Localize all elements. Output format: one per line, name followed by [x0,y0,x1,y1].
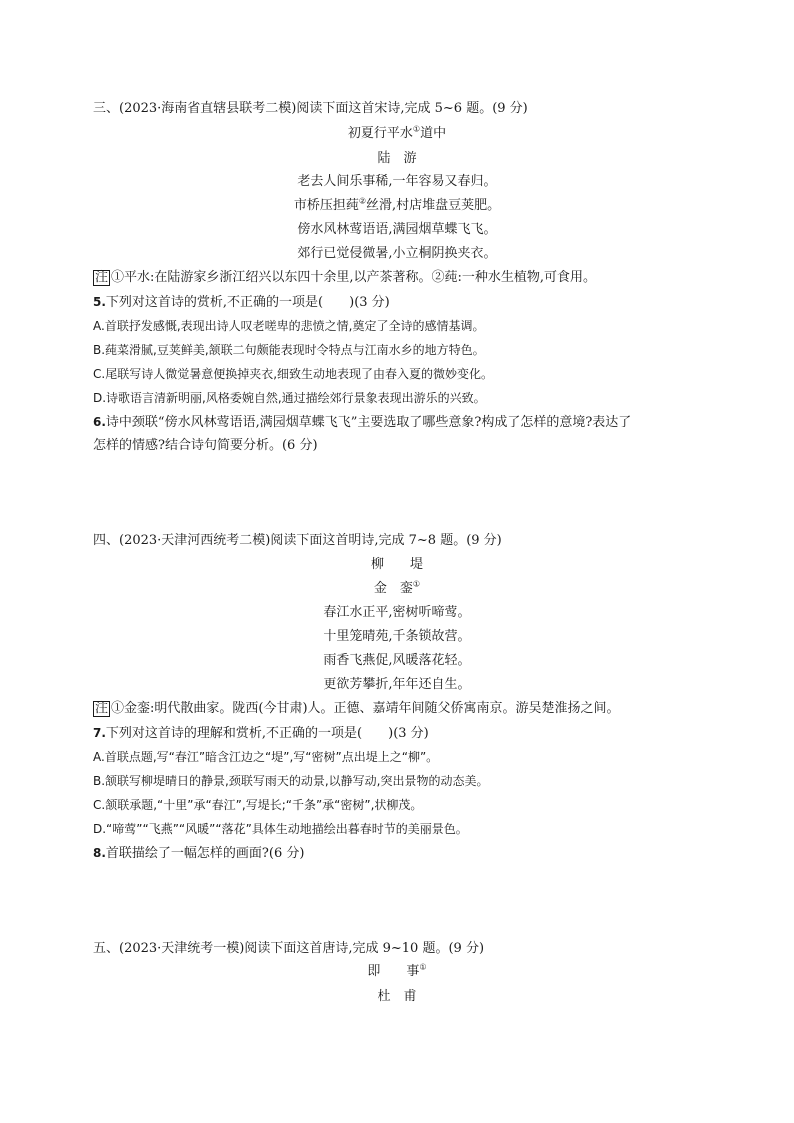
q5-option-d: D.诗歌语言清新明丽,风格委婉自然,通过描绘郊行景象表现出游乐的兴致。 [93,391,486,405]
section3-note: 注 ①平水:在陆游家乡浙江绍兴以东四十余里,以产茶著称。②莼:一种水生植物,可食用。 [95,270,597,285]
section4-poem-title: 柳 堤 [370,557,423,572]
section5-poem-author: 杜 甫 [377,989,417,1004]
section4-header: 四、(2023·天津河西统考二模)阅读下面这首明诗,完成 7~8 题。(9 分) [93,533,502,548]
q5-option-c: C.尾联写诗人微觉暑意便换掉夹衣,细致生动地表现了由春入夏的微妙变化。 [93,367,494,381]
note-mark: 注 [95,270,109,285]
section3-header: 三、(2023·海南省直辖县联考二模)阅读下面这首宋诗,完成 5~6 题。(9 分) [93,101,528,116]
note-mark: 注 [95,701,109,716]
section5-poem-title: 即 事① [367,962,427,979]
section5-header: 五、(2023·天津统考一模)阅读下面这首唐诗,完成 9~10 题。(9 分) [93,941,485,956]
question-5: 5.下列对这首诗的赏析,不正确的一项是( )(3 分) [93,295,390,310]
section4-poem-line-2: 十里笼晴苑,千条锁故营。 [323,629,471,644]
section3-poem-line-2: 市桥压担莼②丝滑,村店堆盘豆荚肥。 [293,196,501,213]
q7-option-d: D.“啼莺”“飞燕”“风暖”“落花”具体生动地描绘出暮春时节的美丽景色。 [93,822,468,836]
section3-poem-author: 陆 游 [377,151,417,166]
section3-poem-title: 初夏行平水①道中 [347,124,447,141]
q7-option-c: C.颔联承题,“十里”承“春江”,写堤长;“千条”承“密树”,状柳茂。 [93,798,423,812]
section3-poem-line-1: 老去人间乐事稀,一年容易又春归。 [297,174,497,189]
q5-option-a: A.首联抒发感慨,表现出诗人叹老嗟卑的悲愤之情,奠定了全诗的感情基调。 [93,319,485,333]
question-8: 8.首联描绘了一幅怎样的画面?(6 分) [93,846,305,861]
section4-poem-line-4: 更欲芳攀折,年年还自生。 [323,677,471,692]
section4-poem-line-1: 春江水正平,密树听啼莺。 [323,605,471,620]
section3-poem-line-4: 郊行已觉侵微暑,小立桐阴换夹衣。 [297,246,497,261]
q5-option-b: B.莼菜滑腻,豆荚鲜美,颔联二句颇能表现时令特点与江南水乡的地方特色。 [93,343,485,357]
section4-note: 注 ①金銮:明代散曲家。陇西(今甘肃)人。正德、嘉靖年间随父侨寓南京。游吴楚淮扬之间。 [95,701,620,716]
question-6-line-1: 6.诗中颈联“傍水风林莺语语,满园烟草蝶飞飞”主要选取了哪些意象?构成了怎样的意境?表达了 [93,415,632,430]
q7-option-a: A.首联点题,写“春江”暗含江边之“堤”,写“密树”点出堤上之“柳”。 [93,750,439,764]
question-6-line-2: 怎样的情感?结合诗句简要分析。(6 分) [93,438,318,453]
section3-poem-line-3: 傍水风林莺语语,满园烟草蝶飞飞。 [297,222,497,237]
section4-poem-author: 金 銮① [373,579,421,596]
section4-poem-line-3: 雨香飞燕促,风暖落花轻。 [323,653,471,668]
question-7: 7.下列对这首诗的理解和赏析,不正确的一项是( )(3 分) [93,726,429,741]
q7-option-b: B.颔联写柳堤晴日的静景,颈联写雨天的动景,以静写动,突出景物的动态美。 [93,774,489,788]
